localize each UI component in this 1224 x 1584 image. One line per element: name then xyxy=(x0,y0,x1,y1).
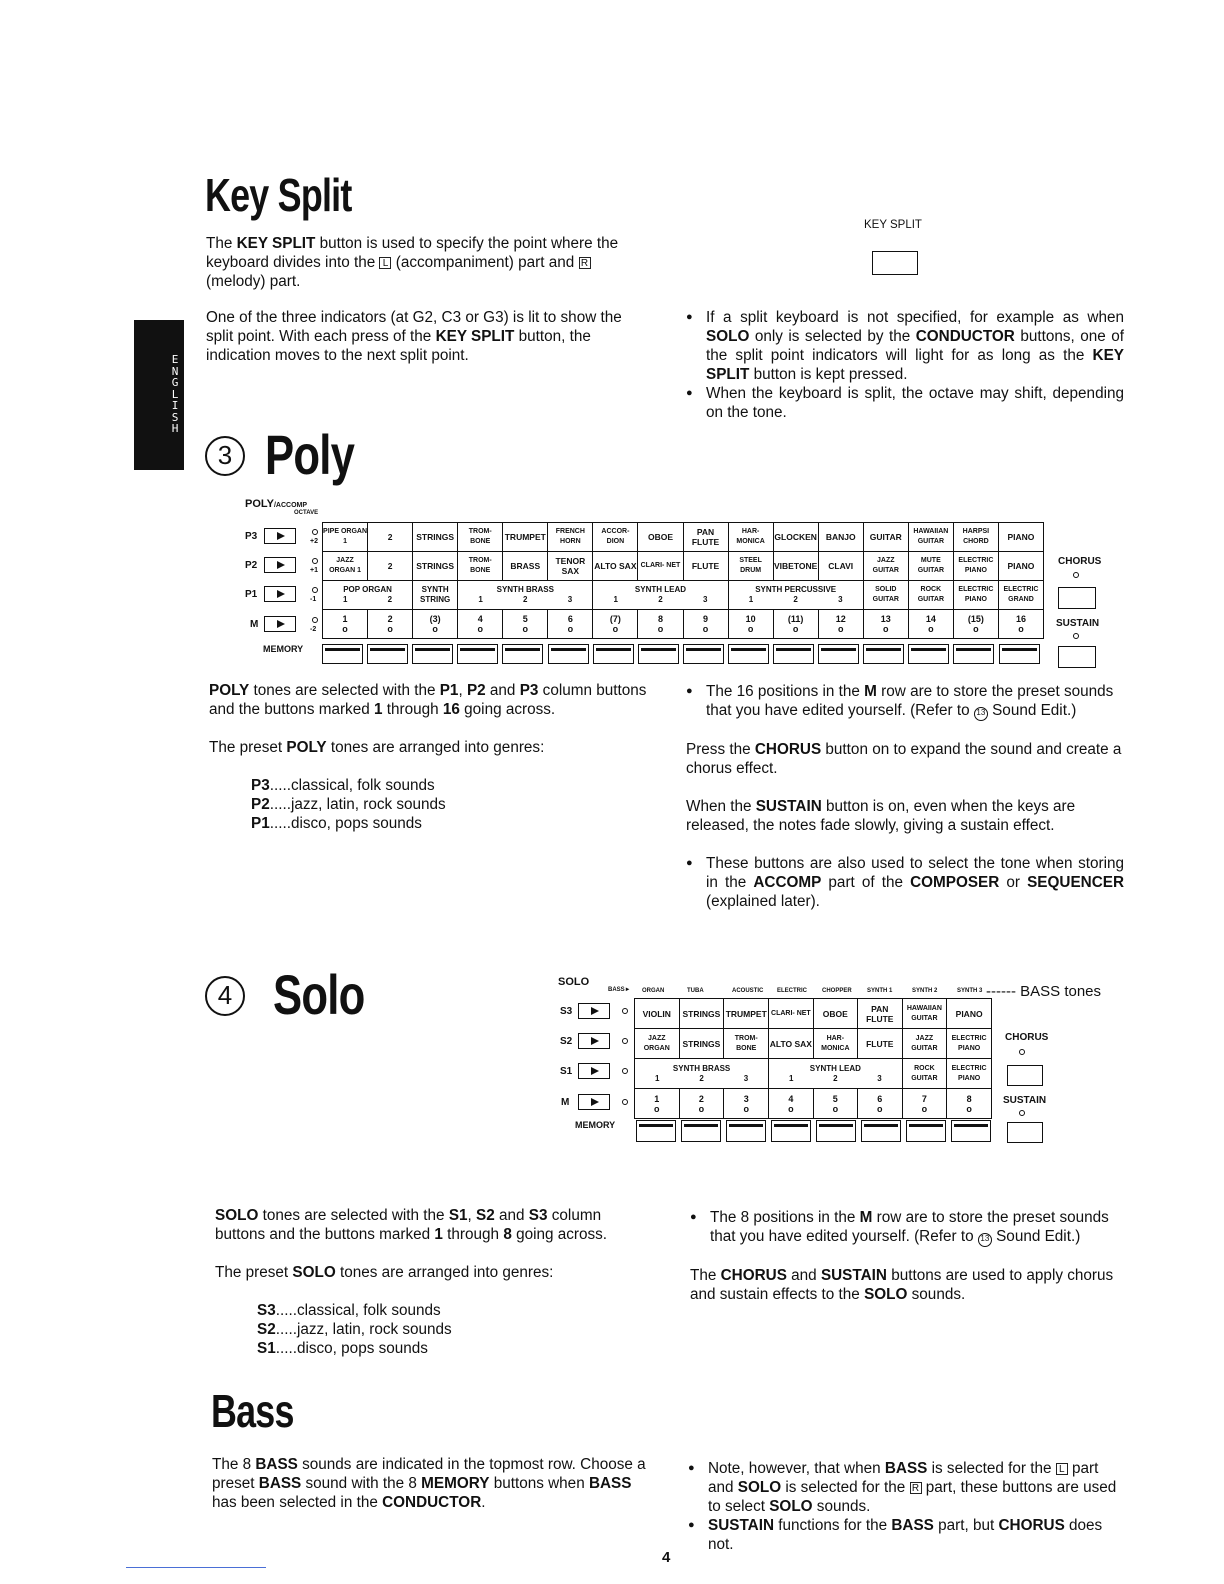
memory-number-cell xyxy=(858,1089,902,1119)
bass-note-1: ● Note, however, that when BASS is selected for the L part and SOLO is selected for the R part, these buttons are used to select SOLO sounds. xyxy=(688,1459,1124,1516)
poly-left-text xyxy=(209,681,649,833)
genre-item: S1.....disco, pops sounds xyxy=(257,1340,428,1357)
row-label-p3: P3 xyxy=(245,531,258,542)
tone-cell: MUTE GUITAR xyxy=(908,552,953,581)
poly-memory-note: ● The 16 positions in the M row are to store the preset sounds that you have edited yourself. (Refer to 13 Sound Edit.) xyxy=(686,682,1124,721)
poly-memory-button[interactable] xyxy=(593,644,634,664)
poly-memory-button[interactable] xyxy=(457,644,498,664)
key-split-heading: Key Split xyxy=(205,169,352,221)
memory-label: MEMORY xyxy=(263,644,304,654)
tone-number: 1 xyxy=(343,595,348,604)
tone-number: 2 xyxy=(523,595,528,604)
memory-led: o xyxy=(973,624,979,634)
tone-cell: 2 xyxy=(368,523,413,552)
bass-tone-label: SYNTH 1 xyxy=(867,988,893,994)
memory-number: 4 xyxy=(788,1093,794,1104)
memory-led: o xyxy=(1018,624,1024,634)
memory-number-cell xyxy=(773,610,818,639)
memory-number: 7 xyxy=(921,1093,927,1104)
memory-number: 4 xyxy=(477,614,483,624)
solo-para1: SOLO tones are selected with the S1, S2 and S3 column buttons and the buttons marked 1 through 8 going across. xyxy=(215,1207,608,1243)
poly-memory-button[interactable] xyxy=(728,644,769,664)
solo-right-text xyxy=(690,1208,1128,1304)
memory-number-cell xyxy=(953,610,998,639)
p2-button[interactable] xyxy=(264,557,296,573)
memory-number: 16 xyxy=(1015,614,1026,624)
memory-led: o xyxy=(432,624,438,634)
row-led xyxy=(622,1038,628,1044)
row-label-m: M xyxy=(250,619,259,630)
memory-number-cell xyxy=(593,610,638,639)
poly-panel-title: POLY/ACCOMP xyxy=(245,498,308,510)
poly-storing-note: ● These buttons are also used to select the tone when storing in the ACCOMP part of the COMPOSER or SEQUENCER (explained later). xyxy=(686,854,1124,911)
poly-chorus-label: CHORUS xyxy=(1058,556,1102,567)
tone-cell: PAN FLUTE xyxy=(858,999,902,1029)
tone-cell: STRINGS xyxy=(413,552,458,581)
tone-cell: TENOR SAX xyxy=(548,552,593,581)
memory-number-cell xyxy=(683,610,728,639)
poly-section-number: 3 xyxy=(205,436,245,476)
bass-label: BASS► xyxy=(608,987,631,993)
solo-genres xyxy=(257,1301,653,1358)
row-led xyxy=(622,1099,628,1105)
tone-cell: CLARI- NET xyxy=(769,999,813,1029)
tone-group-cell xyxy=(769,1059,902,1089)
memory-number: 3 xyxy=(743,1093,749,1104)
tone-group-cell xyxy=(728,581,863,610)
tone-number: 3 xyxy=(567,595,573,604)
solo-heading: Solo xyxy=(273,963,365,1026)
tone-cell: HAR- MONICA xyxy=(813,1029,858,1059)
solo-sustain-label: SUSTAIN xyxy=(1003,1095,1047,1106)
tone-number: 2 xyxy=(793,595,798,604)
memory-number-cell xyxy=(638,610,683,639)
tone-cell: ALTO SAX xyxy=(769,1029,813,1059)
poly-right-text xyxy=(686,682,1124,911)
tone-cell: HARPSI CHORD xyxy=(953,523,998,552)
tone-group-cell xyxy=(323,581,413,610)
poly-sustain-label: SUSTAIN xyxy=(1056,618,1100,629)
row-label-p2: P2 xyxy=(245,560,258,571)
memory-led: o xyxy=(522,624,529,634)
memory-number-cell xyxy=(679,1089,724,1119)
memory-number-cell xyxy=(908,610,953,639)
solo-panel-title: SOLO xyxy=(558,976,590,988)
solo-tone-grid xyxy=(634,998,992,1119)
bass-tone-label: SYNTH 2 xyxy=(912,988,938,994)
memory-number: 2 xyxy=(387,614,393,624)
page-number: 4 xyxy=(662,1549,671,1566)
tone-cell: PAN FLUTE xyxy=(683,523,728,552)
tone-group-label: SYNTH LEAD xyxy=(634,585,687,594)
tone-cell: JAZZ ORGAN xyxy=(635,1029,680,1059)
memory-number: (3) xyxy=(429,614,441,624)
genre-item: P1.....disco, pops sounds xyxy=(251,815,422,832)
tone-number: 1 xyxy=(613,595,618,604)
memory-number-cell xyxy=(769,1089,813,1119)
poly-memory-button[interactable] xyxy=(953,644,994,664)
solo-effects-text: The CHORUS and SUSTAIN buttons are used to apply chorus and sustain effects to the SOLO sounds. xyxy=(690,1267,1114,1303)
tone-number: 3 xyxy=(743,1073,749,1083)
tone-cell: HAWAIIAN GUITAR xyxy=(908,523,953,552)
memory-number: 1 xyxy=(654,1093,660,1104)
m-button[interactable] xyxy=(264,616,296,632)
tone-number: 1 xyxy=(478,595,483,604)
tone-cell: PIANO xyxy=(947,999,992,1029)
memory-number: (15) xyxy=(967,614,984,624)
row-label-p1: P1 xyxy=(245,589,258,600)
memory-number-cell xyxy=(413,610,458,639)
tone-group-cell xyxy=(593,581,728,610)
key-split-note-1: ● If a split keyboard is not specified, for example as when SOLO only is selected by the CONDUCTOR buttons, one of the split point indicators will light for as long as the KEY SPLIT button is kept pressed. xyxy=(686,308,1124,384)
tone-cell: TRUMPET xyxy=(503,523,548,552)
memory-led: o xyxy=(928,624,934,634)
memory-number-cell xyxy=(813,1089,858,1119)
memory-led: o xyxy=(477,624,483,634)
memory-number-cell xyxy=(902,1089,947,1119)
poly-para1: POLY tones are selected with the P1, P2 and P3 column buttons and the buttons marked 1 through 16 going across. xyxy=(209,682,647,718)
poly-memory-button[interactable] xyxy=(548,644,589,664)
memory-number: 14 xyxy=(925,614,936,624)
bass-tones-note: ------ BASS tones xyxy=(986,983,1102,1000)
tone-cell: VIBETONE xyxy=(773,552,818,581)
genre-item: S2.....jazz, latin, rock sounds xyxy=(257,1321,452,1338)
tone-cell: PIANO xyxy=(998,523,1043,552)
tone-number: 2 xyxy=(833,1073,838,1083)
poly-memory-button[interactable] xyxy=(502,644,543,664)
memory-number: 13 xyxy=(880,614,891,624)
bass-tone-label: CHOPPER xyxy=(822,988,852,994)
p1-button[interactable] xyxy=(264,586,296,602)
poly-memory-button[interactable] xyxy=(863,644,904,664)
octave-led xyxy=(312,587,318,593)
poly-para2: The preset POLY tones are arranged into genres: xyxy=(209,739,545,756)
tone-cell: STRINGS xyxy=(679,1029,724,1059)
tone-cell: ROCK GUITAR xyxy=(902,1059,947,1089)
poly-memory-button[interactable] xyxy=(683,644,724,664)
solo-m-button[interactable] xyxy=(578,1094,610,1110)
tone-cell: STEEL DRUM xyxy=(728,552,773,581)
row-label-s1: S1 xyxy=(560,1066,573,1077)
sustain-led xyxy=(1073,633,1079,639)
memory-led: o xyxy=(788,1103,794,1114)
language-side-tab xyxy=(134,320,184,470)
s1-button[interactable] xyxy=(578,1063,610,1079)
memory-number: 5 xyxy=(832,1093,838,1104)
memory-number-cell xyxy=(818,610,863,639)
poly-heading: Poly xyxy=(265,423,355,486)
solo-section-number: 4 xyxy=(205,976,245,1016)
genre-item: P2.....jazz, latin, rock sounds xyxy=(251,796,446,813)
poly-sustain-button[interactable] xyxy=(1058,646,1096,668)
solo-memory-note: ● The 8 positions in the M row are to store the preset sounds that you have edited yourself. (Refer to 13 Sound Edit.) xyxy=(690,1208,1128,1247)
memory-number-cell xyxy=(323,610,368,639)
memory-led: o xyxy=(743,1103,749,1114)
solo-memory-button[interactable] xyxy=(861,1120,901,1142)
s3-button[interactable] xyxy=(578,1003,610,1019)
memory-number-cell xyxy=(863,610,908,639)
tone-cell: ELECTRIC GRAND xyxy=(998,581,1043,610)
tone-cell: 2 xyxy=(368,552,413,581)
memory-led: o xyxy=(702,624,709,634)
poly-memory-button[interactable] xyxy=(908,644,949,664)
tone-cell: HAR- MONICA xyxy=(728,523,773,552)
tone-cell: HAWAIIAN GUITAR xyxy=(902,999,947,1029)
solo-memory-button[interactable] xyxy=(771,1120,811,1142)
memory-number-cell xyxy=(947,1089,992,1119)
memory-number: 12 xyxy=(835,614,846,624)
memory-number: (7) xyxy=(609,614,621,624)
poly-memory-button[interactable] xyxy=(322,644,363,664)
tone-number: 3 xyxy=(877,1073,882,1083)
tone-cell: GUITAR xyxy=(863,523,908,552)
chorus-led xyxy=(1019,1049,1025,1055)
memory-led: o xyxy=(612,624,619,634)
memory-number: 1 xyxy=(342,614,348,624)
memory-led: o xyxy=(832,1103,839,1114)
tone-cell: ELECTRIC PIANO xyxy=(947,1029,992,1059)
solo-memory-button[interactable] xyxy=(636,1120,676,1142)
tone-cell: TROM- BONE xyxy=(458,523,503,552)
poly-memory-button[interactable] xyxy=(412,644,453,664)
memory-number-cell xyxy=(998,610,1043,639)
key-split-notes xyxy=(686,308,1124,422)
memory-led: o xyxy=(921,1103,928,1114)
tone-cell: GLOCKEN xyxy=(773,523,818,552)
tone-number: 2 xyxy=(387,595,393,604)
tone-group-label: SYNTH BRASS xyxy=(496,585,554,594)
chorus-led xyxy=(1073,572,1079,578)
tone-cell: CLARI- NET xyxy=(638,552,683,581)
memory-number: 8 xyxy=(966,1093,972,1104)
memory-number: (11) xyxy=(787,614,804,624)
memory-led: o xyxy=(883,624,889,634)
bass-notes xyxy=(688,1459,1124,1554)
memory-number: 6 xyxy=(567,614,573,624)
tone-cell: VIOLIN xyxy=(635,999,680,1029)
octave-mark: -2 xyxy=(310,626,317,633)
tone-cell: ACCOR- DION xyxy=(593,523,638,552)
key-split-para1: The KEY SPLIT button is used to specify the point where the keyboard divides into the L (accompaniment) part and R (melody) part. xyxy=(206,235,619,290)
tone-number: 3 xyxy=(838,595,843,604)
octave-led xyxy=(312,558,318,564)
memory-led: o xyxy=(657,624,664,634)
tone-number: 3 xyxy=(702,595,708,604)
tone-cell: PIANO xyxy=(998,552,1043,581)
octave-mark: +1 xyxy=(310,567,318,574)
memory-number: 10 xyxy=(745,614,756,624)
solo-chorus-button[interactable] xyxy=(1007,1065,1043,1086)
tone-cell: TROM- BONE xyxy=(724,1029,769,1059)
tone-group-label: SYNTH BRASS xyxy=(672,1063,731,1073)
memory-led: o xyxy=(966,1103,972,1114)
memory-number-cell xyxy=(548,610,593,639)
poly-genres xyxy=(251,776,649,833)
genre-item: P3.....classical, folk sounds xyxy=(251,777,435,794)
octave-label: OCTAVE xyxy=(294,510,319,516)
octave-led xyxy=(312,529,318,535)
solo-memory-button[interactable] xyxy=(906,1120,946,1142)
memory-number-cell xyxy=(728,610,773,639)
key-split-button[interactable] xyxy=(872,251,918,275)
solo-memory-label: MEMORY xyxy=(575,1120,616,1130)
tone-cell: JAZZ GUITAR xyxy=(863,552,908,581)
tone-cell: ALTO SAX xyxy=(593,552,638,581)
tone-number: 1 xyxy=(789,1073,794,1083)
tone-cell: STRINGS xyxy=(679,999,724,1029)
tone-group-label: POP ORGAN xyxy=(343,585,392,594)
tone-cell: JAZZ ORGAN 1 xyxy=(323,552,368,581)
memory-led: o xyxy=(747,624,754,634)
solo-memory-button[interactable] xyxy=(726,1120,766,1142)
memory-led: o xyxy=(877,1103,883,1114)
memory-led: o xyxy=(837,624,844,634)
row-label-solo-m: M xyxy=(561,1097,570,1108)
bass-note-2: ● SUSTAIN functions for the BASS part, but CHORUS does not. xyxy=(688,1516,1124,1554)
tone-cell: FRENCH HORN xyxy=(548,523,593,552)
memory-led: o xyxy=(387,624,393,634)
bass-tone-label: SYNTH 3 xyxy=(957,988,983,994)
tone-cell: FLUTE xyxy=(858,1029,902,1059)
key-split-para2: One of the three indicators (at G2, C3 or G3) is lit to show the split point. With each press of the KEY SPLIT button, the indication moves to the next split point. xyxy=(206,309,622,364)
bottom-rule xyxy=(126,1567,266,1568)
bass-para: The 8 BASS sounds are indicated in the topmost row. Choose a preset BASS sound with the 8 MEMORY buttons when BASS has been selected in the CONDUCTOR. xyxy=(212,1456,646,1511)
row-label-s3: S3 xyxy=(560,1006,573,1017)
solo-sustain-button[interactable] xyxy=(1007,1122,1043,1143)
tone-group-cell xyxy=(635,1059,769,1089)
memory-led: o xyxy=(342,624,348,634)
memory-number: 9 xyxy=(703,614,709,624)
memory-number: 8 xyxy=(657,614,663,624)
memory-number-cell xyxy=(635,1089,680,1119)
sustain-led xyxy=(1019,1110,1025,1116)
solo-memory-button[interactable] xyxy=(951,1120,991,1142)
tone-number: 2 xyxy=(658,595,663,604)
tone-cell: FLUTE xyxy=(683,552,728,581)
s2-button[interactable] xyxy=(578,1033,610,1049)
tone-number: 2 xyxy=(699,1073,704,1083)
tone-group-label: SYNTH PERCUSSIVE xyxy=(755,585,837,594)
tone-group-label: SYNTH STRING xyxy=(420,585,451,604)
solo-memory-button[interactable] xyxy=(681,1120,721,1142)
poly-memory-button[interactable] xyxy=(367,644,408,664)
tone-cell: BANJO xyxy=(818,523,863,552)
tone-number: 1 xyxy=(654,1073,660,1083)
tone-cell: JAZZ GUITAR xyxy=(902,1029,947,1059)
tone-group-label: SYNTH LEAD xyxy=(809,1063,861,1073)
memory-number-cell xyxy=(368,610,413,639)
key-split-note-2: ● When the keyboard is split, the octave may shift, depending on the tone. xyxy=(686,384,1124,422)
bass-tone-label: ELECTRIC xyxy=(777,988,807,994)
poly-sustain-text: When the SUSTAIN button is on, even when the keys are released, the notes fade slowly, giving a sustain effect. xyxy=(686,798,1076,834)
tone-cell: ELECTRIC PIANO xyxy=(953,581,998,610)
tone-cell: ELECTRIC PIANO xyxy=(947,1059,992,1089)
tone-cell: ROCK GUITAR xyxy=(908,581,953,610)
solo-chorus-label: CHORUS xyxy=(1005,1032,1049,1043)
tone-cell: SOLID GUITAR xyxy=(863,581,908,610)
memory-led: o xyxy=(654,1103,660,1114)
solo-left-text xyxy=(215,1206,653,1358)
solo-panel xyxy=(556,974,1116,1154)
tone-number: 1 xyxy=(748,595,754,604)
poly-memory-button[interactable] xyxy=(773,644,814,664)
row-led xyxy=(622,1068,628,1074)
tone-cell: CLAVI xyxy=(818,552,863,581)
bass-tone-label: ACOUSTIC xyxy=(732,988,764,994)
octave-mark: +2 xyxy=(310,538,318,545)
tone-group-cell xyxy=(413,581,458,610)
p3-button[interactable] xyxy=(264,528,296,544)
solo-para2: The preset SOLO tones are arranged into genres: xyxy=(215,1264,554,1281)
memory-led: o xyxy=(792,624,799,634)
poly-panel xyxy=(240,496,1100,676)
row-label-s2: S2 xyxy=(560,1036,573,1047)
tone-cell: TROM- BONE xyxy=(458,552,503,581)
tone-cell: BRASS xyxy=(503,552,548,581)
poly-tone-grid xyxy=(322,522,1044,639)
side-tab-text: E N G L I S H xyxy=(171,353,179,435)
tone-cell: PIPE ORGAN 1 xyxy=(323,523,368,552)
tone-cell: OBOE xyxy=(638,523,683,552)
memory-number-cell xyxy=(503,610,548,639)
memory-led: o xyxy=(567,624,574,634)
row-led xyxy=(622,1008,628,1014)
octave-mark: -1 xyxy=(310,596,317,603)
memory-number: 5 xyxy=(522,614,528,624)
tone-group-cell xyxy=(458,581,593,610)
solo-memory-button[interactable] xyxy=(816,1120,856,1142)
memory-number: 2 xyxy=(698,1093,704,1104)
poly-chorus-button[interactable] xyxy=(1058,587,1096,609)
key-split-panel-label: KEY SPLIT xyxy=(864,219,922,231)
genre-item: S3.....classical, folk sounds xyxy=(257,1302,441,1319)
tone-cell: ELECTRIC PIANO xyxy=(953,552,998,581)
tone-cell: TRUMPET xyxy=(724,999,769,1029)
memory-number: 6 xyxy=(877,1093,883,1104)
memory-led: o xyxy=(698,1103,705,1114)
poly-memory-button[interactable] xyxy=(999,644,1040,664)
tone-cell: STRINGS xyxy=(413,523,458,552)
tone-cell: OBOE xyxy=(813,999,858,1029)
poly-memory-button[interactable] xyxy=(638,644,679,664)
poly-memory-button[interactable] xyxy=(818,644,859,664)
bass-tone-label: ORGAN xyxy=(642,988,665,994)
octave-led xyxy=(312,617,318,623)
bass-heading: Bass xyxy=(211,1385,294,1437)
bass-tone-label: TUBA xyxy=(687,988,704,994)
memory-number-cell xyxy=(724,1089,769,1119)
poly-chorus-text: Press the CHORUS button on to expand the sound and create a chorus effect. xyxy=(686,741,1122,777)
memory-number-cell xyxy=(458,610,503,639)
